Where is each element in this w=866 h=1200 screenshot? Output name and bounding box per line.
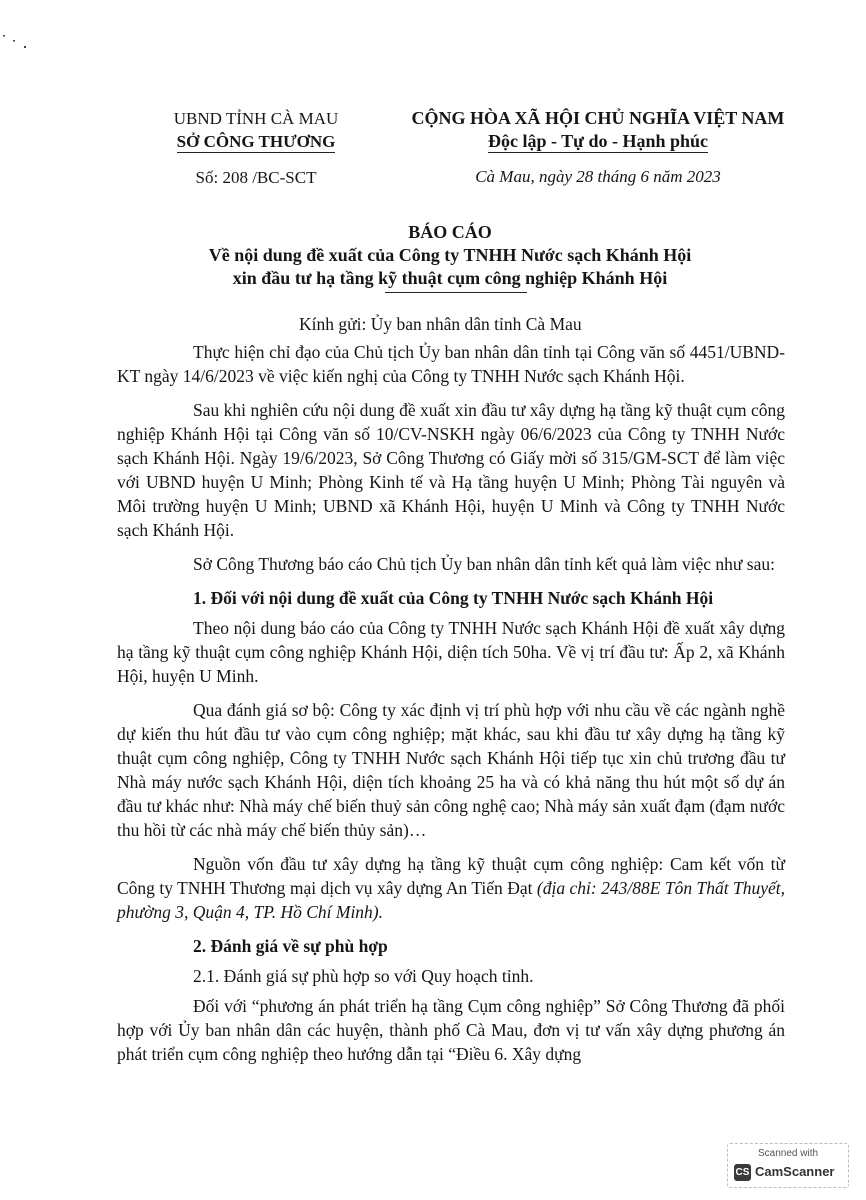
paragraph-study: Sau khi nghiên cứu nội dung đề xuất xin đầu tư xây dựng hạ tầng kỹ thuật cụm công nghiệp Khánh Hội tại Công văn số 10/CV-NSKH ngày 06/6/2023 của Công ty TNHH Nước sạch Khánh Hội. Ngày 19/6/2023, Sở Công Thương có Giấy mời số 315/GM-SCT để làm việc với UBND huyện U Minh; Phòng Kinh tế và Hạ tầng huyện U Minh; Phòng Tài nguyên và Môi trường huyện U Minh; UBND xã Khánh Hội, huyện U Minh và Công ty TNHH Nước sạch Khánh Hội. xyxy=(117,400,785,540)
report-subject-line-1: Về nội dung đề xuất của Công ty TNHH Nước sạch Khánh Hội xyxy=(208,245,692,265)
report-subject-line-2: xin đầu tư hạ tầng kỹ thuật cụm công nghiệp Khánh Hội xyxy=(232,268,668,288)
section-heading-1: 1. Đối với nội dung đề xuất của Công ty TNHH Nước sạch Khánh Hội xyxy=(193,588,714,608)
report-body xyxy=(117,312,785,1076)
paragraph-directive: Thực hiện chỉ đạo của Chủ tịch Ủy ban nhân dân tỉnh tại Công văn số 4451/UBND-KT ngày 14/6/2023 về việc kiến nghị của Công ty TNHH Nước sạch Khánh Hội. xyxy=(117,342,785,386)
speck-1 xyxy=(3,35,5,37)
issuing-agency-block xyxy=(150,107,362,189)
camscanner-watermark xyxy=(727,1143,849,1188)
speck-3 xyxy=(24,46,26,48)
national-heading-block xyxy=(388,107,808,188)
country-name: CỘNG HÒA XÃ HỘI CHỦ NGHĨA VIỆT NAM xyxy=(411,108,785,128)
funding-text: Nguồn vốn đầu tư xây dựng hạ tầng kỹ thuật cụm công nghiệp: Cam kết vốn từ Công ty TNHH Thương mại dịch vụ xây dựng An Tiến Đạt xyxy=(117,854,785,898)
subsection-heading-2-1: 2.1. Đánh giá sự phù hợp so với Quy hoạch tỉnh. xyxy=(193,966,534,986)
national-motto: Độc lập - Tự do - Hạnh phúc xyxy=(487,131,709,151)
document-number: Số: 208 /BC-SCT xyxy=(195,168,317,187)
paragraph-funding xyxy=(117,852,785,924)
camscanner-brand: CamScanner xyxy=(755,1164,835,1179)
report-title-block xyxy=(120,221,780,290)
paragraph-assessment: Qua đánh giá sơ bộ: Công ty xác định vị trí phù hợp với nhu cầu về các ngành nghề dự kiến thu hút đầu tư vào cụm công nghiệp; mặt khác, sau khi đầu tư xây dựng hạ tầng kỹ thuật cụm công nghiệp, Công ty TNHH Nước sạch Khánh Hội tiếp tục xin chủ trương đầu tư Nhà máy nước sạch Khánh Hội, diện tích khoảng 25 ha và có khả năng thu hút một số dự án đầu tư khác như: Nhà máy chế biến thuỷ sản công nghệ cao; Nhà máy sản xuất đạm (đạm nước thu hồi từ các nhà máy chế biến thủy sản)… xyxy=(117,700,785,840)
title-underline xyxy=(385,292,527,293)
funding-address: (địa chỉ: 243/88E Tôn Thất Thuyết, phường 3, Quận 4, TP. Hồ Chí Minh). xyxy=(117,878,786,922)
camscanner-logo-icon: CS xyxy=(734,1164,751,1181)
report-title: BÁO CÁO xyxy=(408,222,492,242)
paragraph-plan: Đối với “phương án phát triển hạ tầng Cụm công nghiệp” Sở Công Thương đã phối hợp với Ủy ban nhân dân các huyện, thành phố Cà Mau, đơn vị tư vấn xây dựng phương án phát triển cụm công nghiệp theo hướng dẫn tại “Điều 6. Xây dựng xyxy=(117,996,785,1064)
speck-2 xyxy=(13,40,15,42)
scanned-with-label: Scanned with xyxy=(758,1148,819,1159)
agency-name: UBND TỈNH CÀ MAU xyxy=(173,109,339,128)
paragraph-proposal: Theo nội dung báo cáo của Công ty TNHH Nước sạch Khánh Hội đề xuất xây dựng hạ tầng kỹ thuật cụm công nghiệp Khánh Hội, diện tích 50ha. Về vị trí đầu tư: Ấp 2, xã Khánh Hội, huyện U Minh. xyxy=(117,618,785,686)
salutation: Kính gửi: Ủy ban nhân dân tỉnh Cà Mau xyxy=(299,314,582,334)
issue-date: Cà Mau, ngày 28 tháng 6 năm 2023 xyxy=(475,167,721,186)
section-heading-2: 2. Đánh giá về sự phù hợp xyxy=(193,936,388,956)
paragraph-report-intro: Sở Công Thương báo cáo Chủ tịch Ủy ban nhân dân tỉnh kết quả làm việc như sau: xyxy=(193,554,775,574)
department-name: SỞ CÔNG THƯƠNG xyxy=(176,132,336,151)
scan-speck-marks xyxy=(0,0,60,60)
